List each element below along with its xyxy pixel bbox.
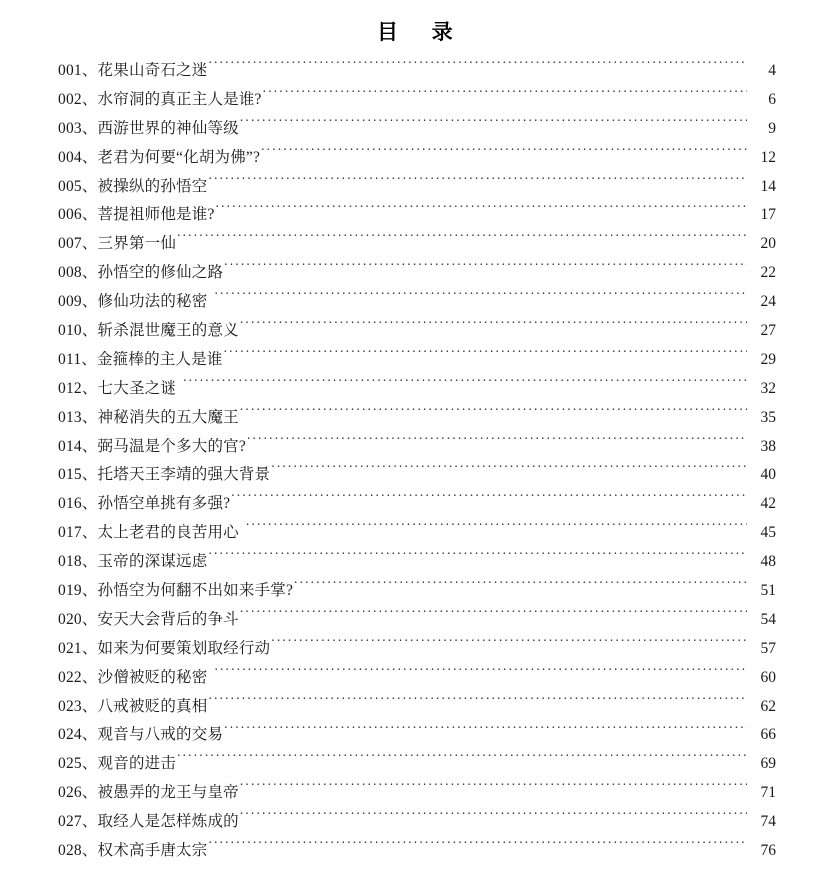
toc-dot-leader	[183, 377, 747, 393]
toc-entry[interactable]	[58, 317, 776, 346]
toc-entry-label: 006、菩提祖师他是谁?	[58, 206, 215, 224]
toc-entry-label: 019、孙悟空为何翻不出如来手掌?	[58, 582, 294, 600]
toc-page-number: 69	[760, 755, 776, 773]
toc-entry[interactable]	[58, 750, 776, 779]
toc-entry[interactable]	[58, 288, 776, 317]
toc-page-number: 24	[760, 293, 776, 311]
toc-entry-label: 014、弼马温是个多大的官?	[58, 437, 246, 455]
toc-entry-label: 027、取经人是怎样炼成的	[58, 813, 239, 831]
toc-page-number: 60	[760, 668, 776, 686]
toc-entry[interactable]	[58, 548, 776, 577]
toc-entry-label: 025、观音的进击	[58, 755, 177, 773]
toc-entry[interactable]	[58, 664, 776, 693]
toc-page-number: 12	[760, 148, 776, 166]
toc-entry[interactable]	[58, 693, 776, 722]
toc-page-number: 14	[760, 177, 776, 195]
toc-page-number: 54	[760, 610, 776, 628]
toc-dot-leader	[177, 753, 747, 769]
toc-page-number: 71	[760, 784, 776, 802]
toc-entry[interactable]	[58, 721, 776, 750]
toc-page-number: 32	[760, 379, 776, 397]
toc-dot-leader	[240, 406, 747, 422]
toc-entry-label: 021、如来为何要策划取经行动	[58, 639, 271, 657]
toc-dot-leader	[294, 580, 747, 596]
toc-dot-leader	[240, 117, 747, 133]
toc-entry-label: 020、安天大会背后的争斗	[58, 610, 239, 628]
toc-page-number: 35	[760, 408, 776, 426]
toc-entry-label: 007、三界第一仙	[58, 235, 177, 253]
toc-page-number: 51	[760, 582, 776, 600]
toc-entry[interactable]	[58, 230, 776, 259]
toc-entry-label: 012、七大圣之谜	[58, 379, 177, 397]
toc-page-number: 42	[760, 495, 776, 513]
toc-entry-label: 023、八戒被贬的真相	[58, 697, 208, 715]
toc-entry[interactable]	[58, 404, 776, 433]
toc-page-number: 66	[760, 726, 776, 744]
toc-dot-leader	[208, 175, 747, 191]
page-title: 目 录	[377, 20, 459, 44]
toc-entry-label: 008、孙悟空的修仙之路	[58, 264, 224, 282]
toc-dot-leader	[224, 262, 747, 278]
toc-page-number: 76	[760, 842, 776, 860]
toc-entry[interactable]	[58, 779, 776, 808]
toc-entry-label: 016、孙悟空单挑有多强?	[58, 495, 231, 513]
toc-entry-label: 002、水帘洞的真正主人是谁?	[58, 90, 262, 108]
toc-page-number: 17	[760, 206, 776, 224]
toc-dot-leader	[208, 551, 747, 567]
toc-dot-leader	[240, 320, 747, 336]
toc-page-number: 22	[760, 264, 776, 282]
toc-dot-leader	[261, 146, 747, 162]
toc-dot-leader	[208, 60, 747, 76]
toc-entry[interactable]	[58, 115, 776, 144]
toc-dot-leader	[231, 493, 747, 509]
toc-entry-label: 015、托塔天王李靖的强大背景	[58, 466, 271, 484]
toc-entry[interactable]	[58, 606, 776, 635]
toc-entry[interactable]	[58, 519, 776, 548]
toc-entry-label: 026、被愚弄的龙王与皇帝	[58, 784, 239, 802]
toc-page-number: 57	[760, 639, 776, 657]
toc-dot-leader	[240, 811, 747, 827]
toc-entry[interactable]	[58, 808, 776, 837]
toc-page-number: 38	[760, 437, 776, 455]
toc-page-number: 74	[760, 813, 776, 831]
toc-dot-leader	[177, 233, 747, 249]
toc-entry-label: 001、花果山奇石之迷	[58, 62, 208, 79]
toc-entry-label: 017、太上老君的良苦用心	[58, 524, 239, 542]
toc-entry[interactable]	[58, 173, 776, 202]
toc-page-number: 40	[760, 466, 776, 484]
toc-entry-label: 013、神秘消失的五大魔王	[58, 408, 239, 426]
toc-page-number: 45	[760, 524, 776, 542]
toc-dot-leader	[271, 464, 747, 480]
toc-dot-leader	[247, 435, 747, 451]
toc-entry-label: 009、修仙功法的秘密	[58, 293, 208, 311]
toc-page-number: 9	[768, 119, 776, 137]
toc-entry[interactable]	[58, 577, 776, 606]
toc-dot-leader	[208, 695, 747, 711]
toc-entry-label: 024、观音与八戒的交易	[58, 726, 224, 744]
toc-entry[interactable]	[58, 490, 776, 519]
toc-entry[interactable]	[58, 635, 776, 664]
toc-list	[0, 43, 836, 866]
toc-dot-leader	[240, 608, 747, 624]
toc-entry-label: 003、西游世界的神仙等级	[58, 119, 239, 137]
toc-entry-label: 005、被操纵的孙悟空	[58, 177, 208, 195]
toc-page-number: 4	[768, 62, 776, 79]
toc-entry[interactable]	[58, 375, 776, 404]
toc-dot-leader	[246, 522, 747, 538]
toc-entry[interactable]	[58, 57, 776, 86]
toc-entry[interactable]	[58, 461, 776, 490]
toc-entry[interactable]	[58, 346, 776, 375]
toc-page-number: 27	[760, 322, 776, 340]
toc-entry-label: 028、权术高手唐太宗	[58, 842, 208, 860]
toc-entry-label: 004、老君为何要“化胡为佛”?	[58, 148, 261, 166]
toc-entry[interactable]	[58, 837, 776, 866]
toc-dot-leader	[271, 637, 747, 653]
toc-dot-leader	[263, 88, 747, 104]
toc-page-number: 6	[768, 90, 776, 108]
toc-dot-leader	[216, 204, 747, 220]
toc-dot-leader	[208, 840, 747, 856]
toc-page-number: 62	[760, 697, 776, 715]
toc-entry-label: 018、玉帝的深谋远虑	[58, 553, 208, 571]
toc-entry[interactable]	[58, 201, 776, 230]
toc-entry[interactable]	[58, 259, 776, 288]
toc-page-number: 48	[760, 553, 776, 571]
toc-entry-label: 022、沙僧被贬的秘密	[58, 668, 208, 686]
toc-dot-leader	[214, 666, 747, 682]
toc-entry[interactable]	[58, 144, 776, 173]
toc-page-number: 29	[760, 350, 776, 368]
toc-dot-leader	[224, 724, 747, 740]
toc-dot-leader	[240, 782, 747, 798]
toc-entry[interactable]	[58, 86, 776, 115]
toc-entry-label: 010、斩杀混世魔王的意义	[58, 322, 239, 340]
toc-dot-leader	[224, 348, 747, 364]
toc-entry-label: 011、金箍棒的主人是谁	[58, 350, 223, 368]
toc-dot-leader	[214, 291, 747, 307]
toc-entry[interactable]	[58, 433, 776, 462]
toc-page-number: 20	[760, 235, 776, 253]
